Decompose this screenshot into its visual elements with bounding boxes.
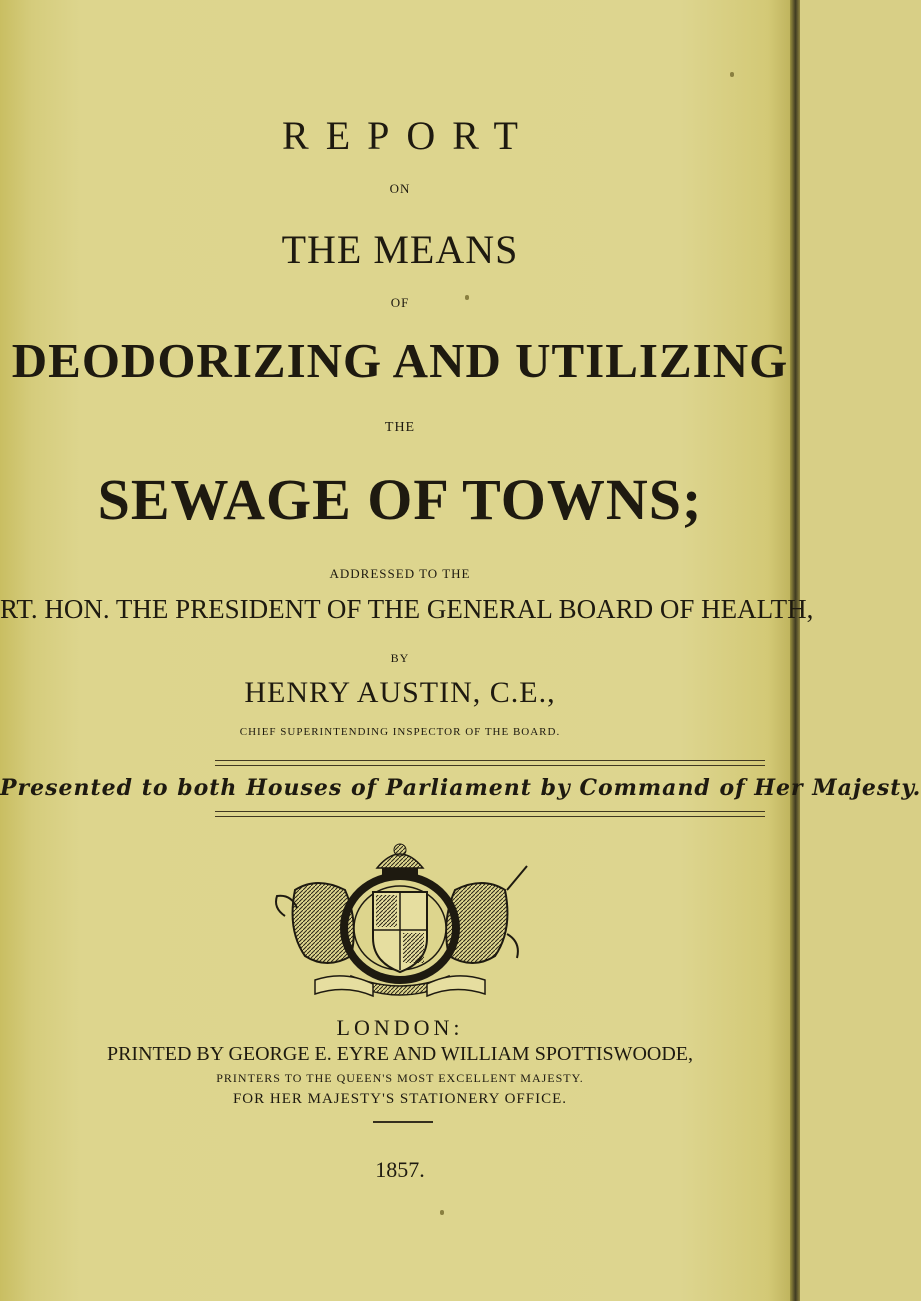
- addressed-label: ADDRESSED TO THE: [329, 566, 471, 581]
- by-label: BY: [390, 651, 410, 665]
- stationery-office-line: FOR HER MAJESTY'S STATIONERY OFFICE.: [232, 1091, 568, 1107]
- the-label: THE: [384, 420, 416, 435]
- paper-speck: [465, 295, 469, 300]
- publication-year: 1857.: [375, 1157, 425, 1182]
- london-label: LONDON:: [336, 1015, 464, 1040]
- recipient-line: RT. HON. THE PRESIDENT OF THE GENERAL BOARD OF HEALTH,: [0, 594, 814, 624]
- rule-line: [215, 765, 765, 766]
- rule-line: [215, 811, 765, 812]
- presented-line: Presented to both Houses of Parliament by Command of Her Majesty.: [0, 775, 921, 801]
- author-title: CHIEF SUPERINTENDING INSPECTOR OF THE BOARD.: [239, 726, 561, 738]
- on-label: ON: [389, 181, 411, 196]
- rule-line: [373, 1121, 433, 1123]
- printed-by-line: PRINTED BY GEORGE E. EYRE AND WILLIAM SPOTTISWOODE,: [106, 1043, 694, 1065]
- author-name: HENRY AUSTIN, C.E.,: [244, 676, 556, 709]
- of-label: OF: [390, 295, 410, 310]
- means-heading: THE MEANS: [281, 227, 519, 272]
- royal-coat-of-arms-icon: [255, 838, 545, 1008]
- report-heading: REPORT: [282, 113, 535, 158]
- sewage-heading: SEWAGE OF TOWNS;: [97, 467, 703, 532]
- paper-speck: [730, 72, 734, 77]
- deodorizing-heading: DEODORIZING AND UTILIZING: [11, 333, 789, 388]
- paper-speck: [440, 1210, 444, 1215]
- rule-line: [215, 760, 765, 761]
- rule-line: [215, 816, 765, 817]
- printers-to-line: PRINTERS TO THE QUEEN'S MOST EXCELLENT MAJESTY.: [216, 1071, 584, 1085]
